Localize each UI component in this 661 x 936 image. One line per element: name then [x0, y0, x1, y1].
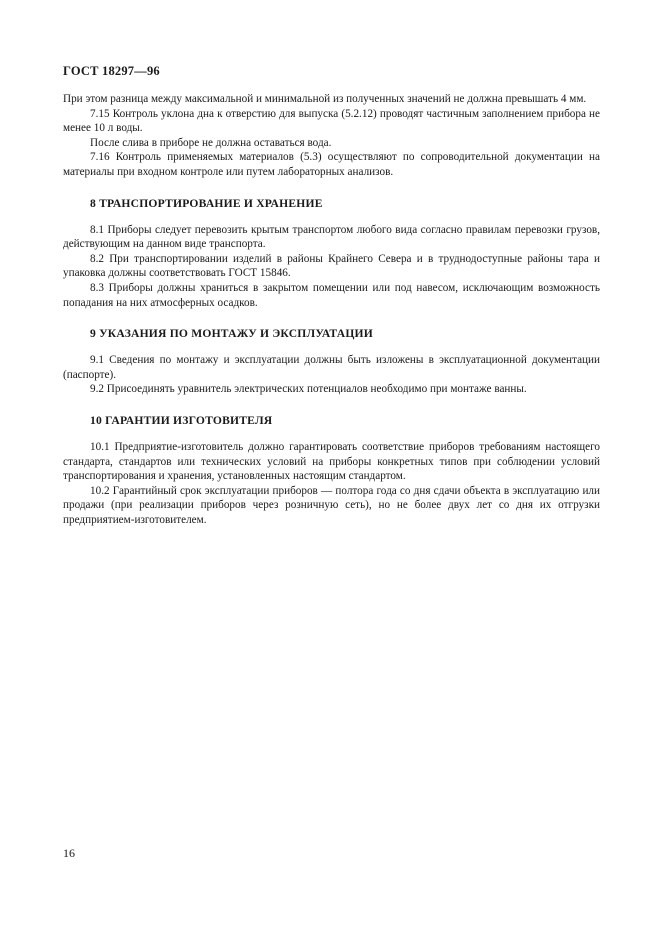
paragraph-8-2: 8.2 При транспортировании изделий в районы Крайнего Севера и в труднодоступные районы тара и упаковка должны соответствовать ГОСТ 15846. [63, 252, 600, 280]
paragraph-8-1: 8.1 Приборы следует перевозить крытым транспортом любого вида согласно правилам перевозки грузов, действующим на данном виде транспорта. [63, 223, 600, 251]
paragraph-10-1: 10.1 Предприятие-изготовитель должно гарантировать соответствие приборов требованиям настоящего стандарта, стандартов или технических условий на приборы конкретных типов при соблюдении условий транспортирования и хранения, установленных настоящим стандартом. [63, 440, 600, 483]
paragraph-8-3: 8.3 Приборы должны храниться в закрытом помещении или под навесом, исключающим возможность попадания на них атмосферных осадков. [63, 281, 600, 309]
section-10-title: 10 ГАРАНТИИ ИЗГОТОВИТЕЛЯ [90, 413, 273, 427]
paragraph-10-2: 10.2 Гарантийный срок эксплуатации приборов — полтора года со дня сдачи объекта в эксплуатацию или продажи (при реализации приборов через розничную сеть), но не более двух лет со дня их отгрузки предприятием-изготовителем. [63, 484, 600, 526]
paragraph-7-15: 7.15 Контроль уклона дна к отверстию для выпуска (5.2.12) проводят частичным заполнением прибора не менее 10 л воды. [63, 107, 600, 135]
section-8-title: 8 ТРАНСПОРТИРОВАНИЕ И ХРАНЕНИЕ [90, 196, 323, 210]
paragraph-7-16: 7.16 Контроль применяемых материалов (5.3) осуществляют по сопроводительной документации на материалы при входном контроле или путем лабораторных анализов. [63, 151, 600, 178]
paragraph-9-1: 9.1 Сведения по монтажу и эксплуатации должны быть изложены в эксплуатационной документации (паспорте). [63, 354, 600, 381]
page-number: 16 [63, 846, 75, 860]
paragraph-7-14-cont: При этом разница между максимальной и минимальной из полученных значений не должна превышать 4 мм. [63, 93, 587, 105]
paragraph-7-15-note: После слива в приборе не должна оставаться вода. [90, 136, 332, 149]
document-header: ГОСТ 18297—96 [63, 64, 160, 78]
paragraph-9-2: 9.2 Присоединять уравнитель электрических потенциалов необходимо при монтаже ванны. [90, 383, 527, 396]
section-9-title: 9 УКАЗАНИЯ ПО МОНТАЖУ И ЭКСПЛУАТАЦИИ [90, 327, 373, 341]
document-body [63, 92, 600, 527]
